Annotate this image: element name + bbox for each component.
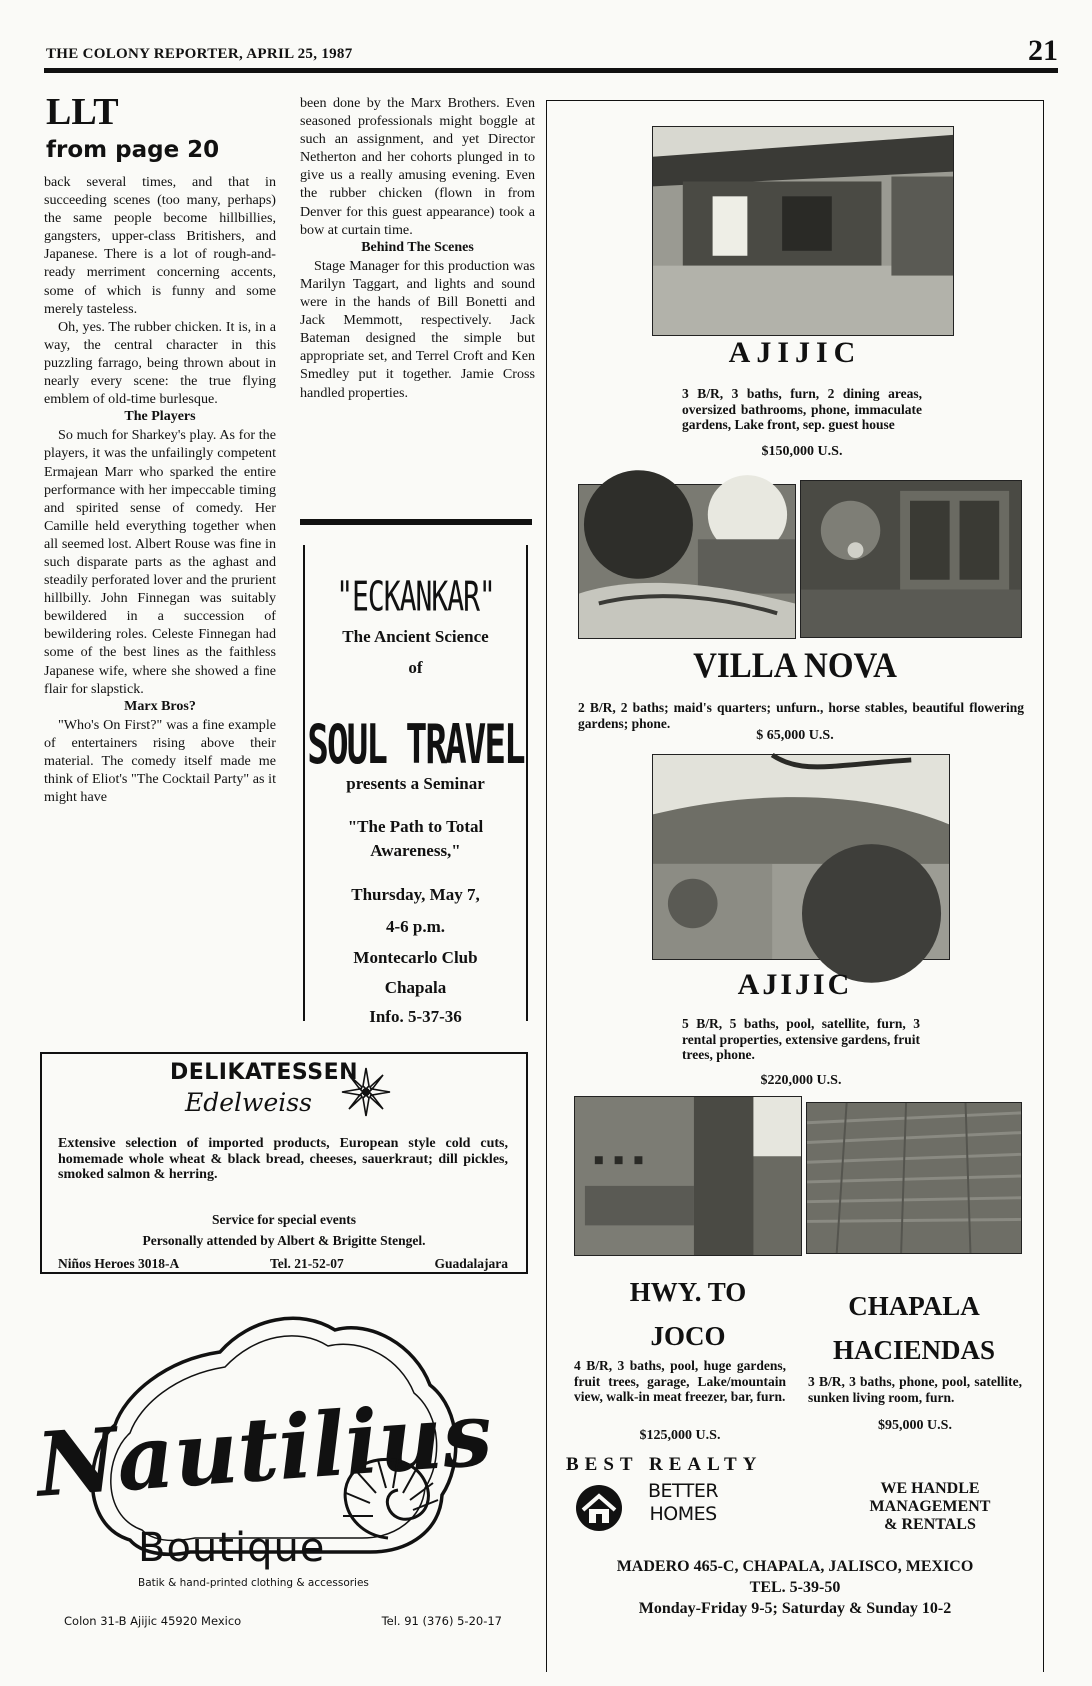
article-paragraph: back several times, and that in succeeding scenes (too many, perhaps) the same people become hillbillies, gangsters, upper-class Britishers, and Japanese. There is a lot of rough-and-ready merriment concerning accents, some of which is funny and some merely tasteless. bbox=[44, 174, 276, 317]
better-homes-line-1: BETTER bbox=[648, 1480, 719, 1502]
nautilius-address: Colon 31-B Ajijic 45920 Mexico bbox=[64, 1614, 242, 1628]
deli-description: Extensive selection of imported products, European style cold cuts, homemade whole wheat & black bread, cheeses, sauerkraut; dill pickles, smoked salmon & herring. bbox=[58, 1136, 508, 1183]
article-subhead: Behind The Scenes bbox=[361, 239, 474, 255]
eckankar-date: Thursday, May 7, bbox=[351, 885, 480, 904]
property-title-ajijic-2: AJIJIC bbox=[737, 968, 853, 1001]
edelweiss-flower-icon bbox=[336, 1062, 396, 1122]
better-homes-logo bbox=[648, 1480, 718, 1526]
property-desc-hwy-joco: 4 B/R, 3 baths, pool, huge gardens, fruit trees, garage, Lake/mountain view, walk-in meat freezer, bar, furn. bbox=[574, 1358, 786, 1404]
article-column-2 bbox=[300, 94, 535, 514]
property-photo-villa-nova-1 bbox=[578, 484, 796, 639]
property-title-hwy-joco bbox=[574, 1270, 802, 1358]
nautilius-script-logo: Nautilius bbox=[33, 1381, 496, 1517]
management-line-2: MANAGEMENT bbox=[869, 1498, 991, 1515]
eckankar-info: Info. 5-37-36 bbox=[369, 1007, 462, 1026]
nautilius-tagline: Batik & hand-printed clothing & accessories bbox=[138, 1577, 369, 1589]
deli-title: DELIKATESSEN bbox=[170, 1060, 359, 1085]
property-title-hwy-joco-line-2: JOCO bbox=[650, 1321, 726, 1351]
deli-service: Service for special events bbox=[211, 1212, 357, 1227]
article-subhead: Marx Bros? bbox=[124, 698, 196, 714]
property-desc-ajijic-1: 3 B/R, 3 baths, furn, 2 dining areas, oversized bathrooms, phone, immaculate gardens, Lake front, sep. guest house bbox=[682, 386, 922, 432]
property-desc-villa-nova: 2 B/R, 2 baths; maid's quarters; unfurn., horse stables, beautiful flowering gardens; phone. bbox=[578, 700, 1024, 731]
property-price-villa-nova: $ 65,000 U.S. bbox=[756, 728, 834, 743]
property-photo-villa-nova-2 bbox=[800, 480, 1022, 638]
nautilius-footer bbox=[64, 1614, 502, 1628]
property-title-villa-nova: VILLA NOVA bbox=[693, 646, 897, 686]
agency-name: BEST REALTY bbox=[566, 1454, 763, 1475]
deli-footer bbox=[58, 1256, 508, 1272]
deli-attended: Personally attended by Albert & Brigitte Stengel. bbox=[142, 1233, 426, 1248]
property-photo-ajijic-2 bbox=[652, 754, 950, 960]
property-price-ajijic-2: $220,000 U.S. bbox=[760, 1073, 842, 1088]
article-paragraph: "Who's On First?" was a fine example of entertainers rising above their material. The comedy itself made me think of Eliot's "The Cocktail Party" as it might have bbox=[44, 716, 276, 806]
property-title-chapala-haciendas-line-2: HACIENDAS bbox=[832, 1335, 996, 1365]
agency-hours: Monday-Friday 9-5; Saturday & Sunday 10-2 bbox=[638, 1600, 952, 1617]
eckankar-town: Chapala bbox=[384, 978, 447, 997]
management-line-1: WE HANDLE bbox=[880, 1480, 980, 1497]
article-subheading: from page 20 bbox=[46, 137, 220, 163]
article-paragraph: Stage Manager for this production was Marilyn Taggart, and lights and sound were in the hands of Bill Bonetti and Jack Memmott, respectively. Jack Bateman designed the simple but appropriate set, and Terrel Croft and Ken Smedley put it together. Jamie Cross handled properties. bbox=[300, 257, 535, 401]
eckankar-line-5: Awareness," bbox=[370, 841, 461, 860]
property-price-chapala-haciendas: $95,000 U.S. bbox=[878, 1418, 952, 1433]
article-heading: LLT bbox=[46, 91, 119, 133]
agency-phone: TEL. 5-39-50 bbox=[749, 1579, 841, 1596]
deli-phone: Tel. 21-52-07 bbox=[269, 1256, 344, 1271]
article-paragraph: So much for Sharkey's play. As for the players, it was the unfailingly competent Ermajean Marr who sparked the entire performance with her impeccable timing and spirited sense of comedy. Her Camille held everything together when all seemed lost. Albert Rouse was fine in such disparate parts as the aghast and steadily perforated lover and the prurient hillbilly. John Finnegan was suitably bewildered in a succession of bewildering roles. Celeste Finnegan had some of the best lines as the faithless Japanese wife, where she showed a fine flair for slapstick. bbox=[44, 427, 276, 697]
deli-address: Niños Heroes 3018-A bbox=[58, 1256, 180, 1271]
eckankar-line-1: The Ancient Science bbox=[342, 627, 489, 646]
column-divider-rule bbox=[300, 519, 532, 525]
better-homes-line-2: HOMES bbox=[649, 1503, 717, 1525]
deli-subtitle: Edelweiss bbox=[185, 1088, 312, 1117]
eckankar-venue: Montecarlo Club bbox=[353, 948, 478, 967]
property-photo-ajijic-1 bbox=[652, 126, 954, 336]
property-desc-chapala-haciendas: 3 B/R, 3 baths, phone, pool, satellite, sunken living room, furn. bbox=[808, 1374, 1022, 1405]
nautilius-boutique-label: Boutique bbox=[138, 1525, 326, 1571]
property-title-ajijic-1: AJIJIC bbox=[728, 336, 862, 369]
property-photo-chapala-haciendas bbox=[806, 1102, 1022, 1254]
deli-city: Guadalajara bbox=[434, 1256, 508, 1271]
article-paragraph: been done by the Marx Brothers. Even seasoned professionals might boggle at such an assignment, and yet Director Netherton and her cohorts plunged in to give us a really amusing evening. Even the rubber chicken (flown in from Denver for this guest appearance) took a bow at curtain time. bbox=[300, 95, 535, 238]
article-column-1 bbox=[44, 173, 276, 1043]
property-price-hwy-joco: $125,000 U.S. bbox=[639, 1428, 721, 1443]
management-notice bbox=[830, 1480, 1030, 1534]
masthead-title: THE COLONY REPORTER, APRIL 25, 1987 bbox=[46, 46, 353, 62]
eckankar-line-3: presents a Seminar bbox=[346, 774, 485, 793]
article-paragraph: Oh, yes. The rubber chicken. It is, in a way, the central character in this puzzling farrago, being thrown about in nearly every scene: the true flying emblem of old-time burlesque. bbox=[44, 318, 276, 408]
eckankar-title: "ECKANKAR" bbox=[336, 573, 495, 621]
property-price-ajijic-1: $150,000 U.S. bbox=[761, 444, 843, 459]
page-number: 21 bbox=[1028, 34, 1058, 67]
property-title-chapala-haciendas bbox=[806, 1284, 1022, 1372]
property-title-hwy-joco-line-1: HWY. TO bbox=[629, 1277, 747, 1307]
agency-address: MADERO 465-C, CHAPALA, JALISCO, MEXICO bbox=[616, 1558, 974, 1575]
article-subhead: The Players bbox=[124, 409, 196, 425]
nautilius-phone: Tel. 91 (376) 5-20-17 bbox=[381, 1614, 502, 1628]
masthead-rule bbox=[44, 68, 1058, 73]
property-desc-ajijic-2: 5 B/R, 5 baths, pool, satellite, furn, 3 rental properties, extensive gardens, fruit trees, phone. bbox=[682, 1016, 920, 1062]
property-title-chapala-haciendas-line-1: CHAPALA bbox=[848, 1291, 980, 1321]
property-photo-hwy-joco bbox=[574, 1096, 802, 1256]
management-line-3: & RENTALS bbox=[884, 1516, 976, 1533]
eckankar-line-4: "The Path to Total bbox=[347, 817, 484, 836]
eckankar-line-2: of bbox=[408, 658, 423, 677]
eckankar-headline: SOUL TRAVEL bbox=[307, 715, 524, 777]
eckankar-time: 4-6 p.m. bbox=[385, 917, 446, 936]
house-icon bbox=[574, 1483, 624, 1533]
